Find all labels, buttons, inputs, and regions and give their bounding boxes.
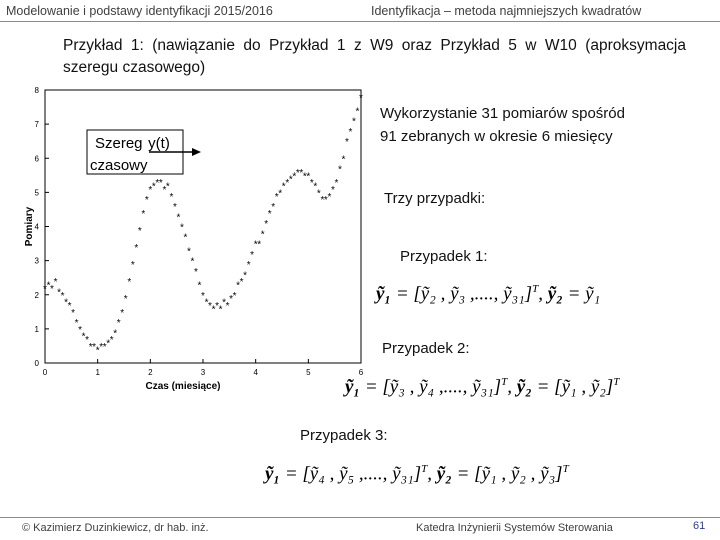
data-point: *	[151, 181, 156, 193]
data-point: *	[208, 300, 212, 312]
data-point: *	[309, 178, 314, 190]
case-2-comma: ,	[507, 376, 513, 398]
data-point: *	[74, 318, 79, 330]
data-point: *	[57, 287, 62, 299]
info-text-line-1: Wykorzystanie 31 pomiarów spośród	[380, 105, 625, 122]
footer-page-number: 61	[693, 520, 706, 532]
slide-title: Przykład 1: (nawiązanie do Przykład 1 z W9 oraz Przykład 5 w W10 (aproksymacja szeregu czasowego)	[63, 37, 686, 76]
case-1-lhs2: ỹ₂	[547, 283, 563, 305]
data-point: *	[130, 260, 135, 272]
data-point: *	[116, 318, 121, 330]
case-1-vec2: ỹ₁	[585, 283, 601, 305]
data-point: *	[355, 106, 360, 118]
data-point: *	[285, 178, 290, 190]
data-point: *	[64, 297, 69, 309]
y-tick-label: 7	[34, 120, 39, 130]
data-point: *	[232, 290, 237, 302]
data-point: *	[197, 280, 202, 292]
x-tick-label: 0	[42, 368, 48, 377]
data-point: *	[67, 300, 72, 312]
data-point: *	[169, 191, 174, 203]
annotation-text-line-2: czasowy	[90, 157, 148, 174]
data-point: *	[253, 239, 258, 251]
header-divider	[0, 21, 720, 22]
data-point: *	[123, 294, 128, 306]
data-point: *	[295, 167, 300, 179]
data-point: *	[330, 184, 335, 196]
data-point: *	[134, 242, 139, 254]
case-2-transpose-1: T	[501, 376, 508, 388]
data-point: *	[85, 335, 90, 347]
y-tick-label: 0	[34, 359, 39, 368]
case-3-label: Przypadek 3:	[300, 427, 388, 444]
data-point: *	[144, 195, 149, 207]
data-point: *	[190, 256, 195, 268]
data-point: *	[46, 280, 51, 292]
x-tick-label: 2	[148, 368, 153, 377]
data-point: *	[60, 290, 65, 302]
data-point: *	[344, 137, 349, 149]
case-2-vec2: [ỹ₁ , ỹ₂]	[554, 376, 614, 398]
data-point: *	[201, 290, 205, 302]
data-point: *	[176, 212, 181, 224]
data-point: *	[186, 246, 191, 258]
x-tick-label: 5	[306, 368, 311, 377]
case-2-eq2: =	[536, 376, 550, 398]
case-1-formula	[376, 283, 600, 305]
case-1-transpose: T	[532, 283, 539, 295]
header-course-title: Modelowanie i podstawy identyfikacji 2015/2016	[6, 4, 273, 18]
x-axis-label: Czas (miesiące)	[145, 381, 221, 392]
data-point: *	[165, 181, 170, 193]
case-2-eq1: =	[364, 376, 378, 398]
data-point: *	[334, 178, 339, 190]
x-tick-label: 6	[358, 368, 364, 377]
case-3-lhs1: ỹ₁	[265, 463, 281, 485]
data-point: *	[194, 266, 198, 278]
data-point: *	[50, 283, 54, 295]
data-point: *	[88, 341, 93, 353]
data-point: *	[81, 331, 86, 343]
data-point: *	[109, 335, 114, 347]
data-point: *	[204, 297, 209, 309]
case-1-vec1: [ỹ₂ , ỹ₃ ,...., ỹ₃₁]	[413, 283, 533, 305]
y-tick-label: 4	[34, 222, 39, 232]
y-tick-label: 1	[34, 324, 39, 334]
data-point: *	[120, 307, 125, 319]
data-point: *	[323, 195, 328, 207]
case-1-lhs1: ỹ₁	[376, 283, 392, 305]
y-tick-label: 8	[34, 86, 39, 95]
data-point: *	[95, 345, 100, 357]
case-1-eq2: =	[567, 283, 581, 305]
data-point: *	[78, 324, 83, 336]
case-2-vec1: [ỹ₃ , ỹ₄ ,...., ỹ₃₁]	[382, 376, 502, 398]
y-axis-label: Pomiary	[24, 206, 35, 247]
case-2-lhs1: ỹ₁	[345, 376, 361, 398]
info-text-line-2: 91 zebranych w okresie 6 miesięcy	[380, 128, 613, 145]
data-point: *	[267, 208, 272, 220]
data-point: *	[306, 171, 311, 183]
data-point: *	[215, 300, 220, 312]
data-point: *	[278, 188, 283, 200]
data-point: *	[337, 164, 342, 176]
data-point: *	[352, 116, 356, 128]
case-3-vec2: [ỹ₁ , ỹ₂ , ỹ₃]	[474, 463, 563, 485]
y-tick-label: 5	[34, 188, 39, 198]
data-point: *	[218, 304, 223, 316]
data-point: *	[211, 304, 216, 316]
data-point: *	[99, 341, 104, 353]
case-3-transpose-2: T	[562, 463, 569, 475]
data-point: *	[313, 181, 318, 193]
footer-author: © Kazimierz Duzinkiewicz, dr hab. inż.	[22, 522, 209, 534]
data-point: *	[359, 92, 363, 104]
data-point: *	[179, 222, 184, 234]
case-1-comma: ,	[538, 283, 544, 305]
y-tick-label: 2	[34, 290, 39, 300]
case-3-transpose-1: T	[421, 463, 428, 475]
data-point: *	[341, 154, 346, 166]
footer-department: Katedra Inżynierii Systemów Sterowania	[416, 522, 613, 534]
x-tick-label: 1	[95, 368, 100, 377]
data-point: *	[106, 338, 111, 350]
y-tick-label: 3	[34, 256, 39, 266]
data-point: *	[260, 229, 265, 241]
header-topic-title: Identyfikacja – metoda najmniejszych kwadratów	[371, 4, 642, 18]
data-point: *	[155, 178, 160, 190]
case-3-eq2: =	[456, 463, 470, 485]
data-point: *	[274, 191, 279, 203]
data-point: *	[148, 184, 153, 196]
data-point: *	[229, 294, 234, 306]
case-2-label: Przypadek 2:	[382, 340, 470, 357]
data-point: *	[281, 181, 286, 193]
case-3-comma: ,	[427, 463, 433, 485]
data-point: *	[92, 341, 97, 353]
data-point: *	[43, 283, 47, 295]
data-point: *	[246, 260, 251, 272]
data-point: *	[316, 188, 321, 200]
data-point: *	[113, 328, 118, 340]
data-point: *	[236, 280, 241, 292]
data-point: *	[327, 191, 332, 203]
case-1-label: Przypadek 1:	[400, 248, 488, 265]
data-point: *	[162, 184, 167, 196]
data-point: *	[158, 178, 163, 190]
data-point: *	[264, 219, 269, 231]
data-point: *	[250, 249, 255, 261]
data-point: *	[348, 126, 353, 138]
data-point: *	[71, 307, 76, 319]
data-point: *	[292, 171, 297, 183]
data-point: *	[299, 167, 304, 179]
annotation-series-label: y(t)	[148, 135, 170, 152]
case-3-eq1: =	[284, 463, 298, 485]
case-1-eq1: =	[395, 283, 409, 305]
y-tick-label: 6	[34, 154, 39, 164]
data-point: *	[102, 341, 107, 353]
x-tick-label: 3	[200, 368, 206, 377]
cases-heading: Trzy przypadki:	[384, 190, 486, 207]
footer-divider	[0, 517, 720, 518]
case-2-lhs2: ỹ₂	[516, 376, 532, 398]
data-point: *	[257, 239, 262, 251]
data-point: *	[288, 174, 293, 186]
data-point: *	[239, 277, 244, 289]
case-3-vec1: [ỹ₄ , ỹ₅ ,...., ỹ₃₁]	[302, 463, 422, 485]
data-point: *	[127, 277, 132, 289]
data-point: *	[320, 195, 325, 207]
annotation-text-line-1: Szereg	[95, 135, 143, 152]
data-point: *	[183, 232, 188, 244]
data-point: *	[225, 300, 230, 312]
case-2-formula	[345, 376, 619, 398]
case-3-lhs2: ỹ₂	[436, 463, 452, 485]
case-3-formula	[265, 463, 569, 485]
time-series-plot	[20, 80, 365, 400]
data-point: *	[243, 270, 248, 282]
data-point: *	[172, 202, 177, 214]
data-point: *	[302, 171, 307, 183]
data-point: *	[53, 277, 58, 289]
data-point: *	[222, 297, 227, 309]
data-point: *	[137, 225, 142, 237]
data-point: *	[271, 202, 276, 214]
x-tick-label: 4	[253, 368, 258, 377]
data-point: *	[141, 208, 146, 220]
case-2-transpose-2: T	[613, 376, 620, 388]
